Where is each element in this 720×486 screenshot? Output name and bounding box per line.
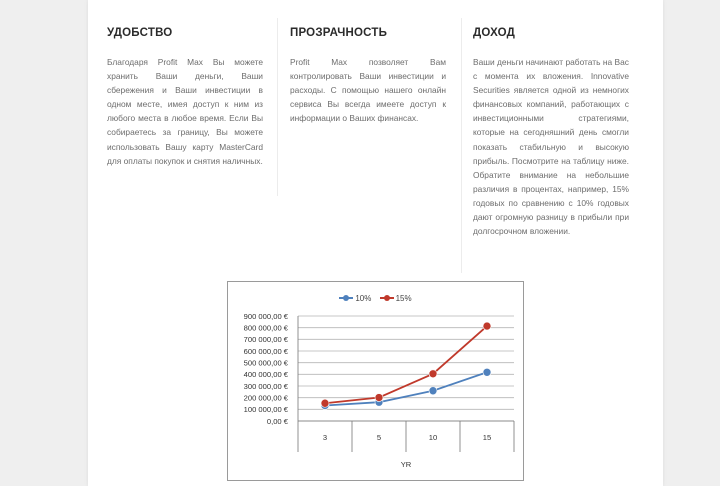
data-point [429,370,437,378]
y-tick-label: 800 000,00 € [243,323,288,333]
feature-convenience [107,18,263,196]
feature-title: ПРОЗРАЧНОСТЬ [290,27,388,39]
feature-transparency [290,18,446,196]
x-tick-label: 5 [376,433,382,442]
x-tick-label: 10 [428,433,438,442]
feature-text: Благодаря Profit Max Вы можете хранить Ваши деньги, Ваши сбережения и Ваши инвестиции в одном месте, имея доступ к ним из любого места в любое время. Если Вы собираетесь за границу, Вы можете использовать Вашу карту MasterCard для оплаты покупок и снятия наличных. [107,57,263,166]
legend-label-15: 15% [395,293,412,303]
data-point [483,368,491,376]
feature-title: УДОБСТВО [107,27,173,39]
feature-title: ДОХОД [473,27,516,39]
data-point [429,387,437,395]
y-tick-label: 200 000,00 € [243,393,288,403]
data-point [375,394,383,402]
y-tick-label: 900 000,00 € [243,311,288,321]
column-divider [277,18,278,196]
y-tick-label: 500 000,00 € [243,358,288,368]
series-line-1 [325,326,487,403]
feature-income [473,18,629,237]
x-tick-label: 15 [482,433,492,442]
feature-text: Ваши деньги начинают работать на Вас с момента их вложения. Innovative Securities является одной из немногих финансовых компаний, работающих с инвестиционными стратегиями, которые на сегодняшний день смогли показать стабильную и высокую прибыль. Посмотрите на таблицу ниже. Обратите внимание на небольшие различия в процентах, например, 15% годовых по сравнению с 10% годовых дают огромную разницу в прибыли при долгосрочном вложении. [473,57,629,237]
content-panel [88,0,663,486]
x-tick-label: 3 [322,433,328,442]
profit-chart [227,281,524,481]
chart-canvas [228,282,525,482]
y-tick-label: 400 000,00 € [243,370,288,380]
y-tick-label: 600 000,00 € [243,346,288,356]
data-point [483,322,491,330]
y-tick-label: 100 000,00 € [243,405,288,415]
feature-text: Profit Max позволяет Вам контролировать Ваши инвестиции и расходы. С помощью нашего онлайн сервиса Вы всегда имеете доступ к информации о Ваших финансах. [290,57,446,124]
y-tick-label: 700 000,00 € [243,335,288,345]
data-point [321,399,329,407]
x-axis-label: YR [400,460,412,469]
legend-label-10: 10% [355,293,372,303]
y-tick-label: 0,00 € [266,416,288,426]
y-tick-label: 300 000,00 € [243,381,288,391]
column-divider [461,18,462,273]
